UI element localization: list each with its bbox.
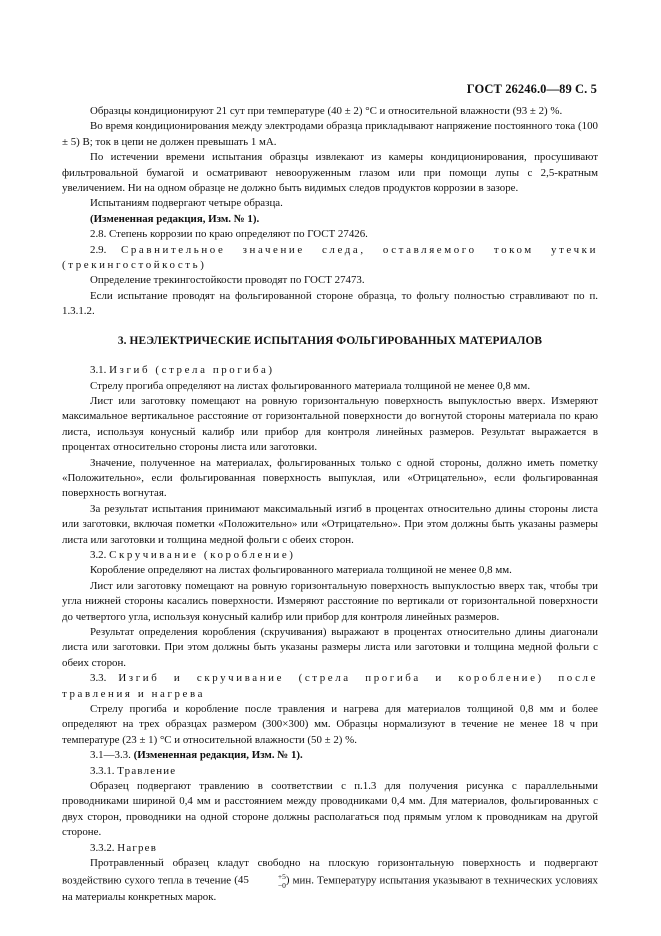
paragraph: По истечении времени испытания образцы извлекают из камеры кондиционирования, просушивают фильтровальной бумагой и осматривают невооруженным глазом или при помощи лупы с 2,5-кратным увеличением. Ни на одном образце не должно быть видимых следов продуктов коррозии в зазоре.	[62, 151, 598, 195]
paragraph-text: мин. Температуру испытания указывают в технических условиях на материалы конкретных марок.	[62, 874, 598, 903]
clause-number: 2.9.	[90, 243, 107, 256]
clause-heading	[62, 548, 598, 563]
paragraph: Значение, полученное на материалах, фольгированных только с одной стороны, должно иметь пометку «Положительно», если фольгированная поверхность выпуклая, или «Отрицательно», если фольгированная поверхность вогнутая.	[62, 456, 598, 500]
change-note-text: (Измененная редакция, Изм. № 1).	[90, 212, 260, 225]
clause-number: 3.2.	[90, 548, 107, 561]
paragraph: Коробление определяют на листах фольгированного материала толщиной не менее 0,8 мм.	[90, 564, 512, 577]
clause-heading	[62, 243, 598, 274]
paragraph: За результат испытания принимают максимальный изгиб в процентах относительно длины стороны листа или заготовки, включая пометки «Положительно» или «Отрицательно». При этом должны быть указаны размеры листа или заготовки и толщина медной фольги с обеих сторон.	[62, 502, 598, 546]
paragraph: Стрелу прогиба и коробление после травления и нагрева для материалов толщиной 0,8 мм и более определяют на трех образцах размером (300×300) мм. Образцы нормализуют в течение не менее 18 ч при температуре (23 ± 1) °С и относительной влажности (50 ± 2) %.	[62, 703, 598, 746]
paragraph: 2.8. Степень коррозии по краю определяют по ГОСТ 27426.	[90, 228, 368, 241]
tolerance-minus: −0	[277, 880, 286, 890]
page-header: ГОСТ 26246.0—89 С. 5	[466, 82, 597, 96]
paragraph: Образец подвергают травлению в соответствии с п.1.3 для получения рисунка с параллельными проводниками шириной 0,4 мм и расстоянием между проводниками 0,4 мм. Для материалов, фольгированных с двух сторон, проводники на одной стороне должны располагаться под прямым углом к проводникам на другой стороне.	[62, 780, 598, 839]
change-note	[62, 748, 598, 763]
paragraph: Испытаниям подвергают четыре образца.	[90, 197, 283, 210]
tolerance-limits	[250, 872, 286, 890]
paragraph: Лист или заготовку помещают на ровную горизонтальную поверхность выпуклостью вверх. Измеряют максимальное вертикальное расстояние от горизонтальной поверхности до вогнутой стороны материала по краю листа, используя конусный калибр или прибор для контроля линейных размеров. Результат выражается в процентах относительно стороны листа или заготовки.	[62, 394, 598, 454]
clause-heading	[62, 841, 598, 856]
section-title: 3. НЕЭЛЕКТРИЧЕСКИЕ ИСПЫТАНИЯ ФОЛЬГИРОВАННЫХ МАТЕРИАЛОВ	[117, 334, 543, 347]
paragraph: Лист или заготовку помещают на ровную горизонтальную поверхность выпуклостью вверх так, чтобы три угла нижней стороны касались поверхности. Измеряют расстояние по вертикали от горизонтальной поверхности до четвертого угла, используя конусный калибр или прибор для контроля линейных размеров.	[62, 579, 598, 623]
clause-title: Скручивание (коробление)	[109, 548, 296, 561]
tolerance-base: 45	[237, 874, 249, 887]
clause-heading	[62, 363, 598, 378]
tolerance-plus: +5	[277, 871, 286, 881]
clause-number: 3.1.	[90, 364, 107, 377]
clause-number: 3.3.2.	[90, 841, 115, 854]
clause-title: Травление	[117, 764, 177, 777]
document-body	[62, 104, 598, 905]
clause-title: Изгиб и скручивание (стрела прогиба и коробление) после травления и нагрева	[62, 672, 598, 700]
paragraph: Если испытание проводят на фольгированной стороне образца, то фольгу полностью стравливают по п. 1.3.1.2.	[62, 289, 598, 318]
clause-number: 3.1—3.3.	[90, 749, 131, 762]
clause-title: Изгиб (стрела прогиба)	[109, 364, 275, 377]
clause-number: 3.3.	[90, 672, 107, 685]
paragraph: Во время кондиционирования между электродами образца прикладывают напряжение постоянного тока (100 ± 5) В; ток в цепи не должен превышать 1 мА.	[62, 120, 598, 148]
clause-heading	[62, 764, 598, 779]
paragraph-text: Протравленный образец кладут свободно на плоскую горизонтальную поверхность и подвергают воздействию сухого тепла в течение	[62, 857, 598, 887]
change-note	[62, 212, 598, 227]
change-note-text: (Измененная редакция, Изм. № 1).	[133, 749, 303, 762]
clause-heading	[62, 671, 598, 702]
paragraph: Определение трекингостойкости проводят по ГОСТ 27473.	[90, 274, 365, 287]
clause-number: 3.3.1.	[90, 764, 115, 777]
paragraph: Результат определения коробления (скручивания) выражают в процентах относительно длины диагонали листа или заготовки. При этом должны быть указаны размеры листа или заготовки и толщина медной фольги с обеих сторон.	[62, 626, 598, 669]
clause-title: Нагрев	[117, 841, 158, 854]
paragraph: Образцы кондиционируют 21 сут при температуре (40 ± 2) °С и относительной влажности (93 ± 2) %.	[90, 105, 563, 117]
tolerance-value: (45 +5 −0 )	[234, 871, 290, 890]
paragraph	[62, 856, 598, 905]
clause-title: Сравнительное значение следа, оставляемого током утечки (трекингостойкость)	[62, 243, 598, 272]
paragraph: Стрелу прогиба определяют на листах фольгированного материала толщиной не менее 0,8 мм.	[90, 379, 531, 392]
